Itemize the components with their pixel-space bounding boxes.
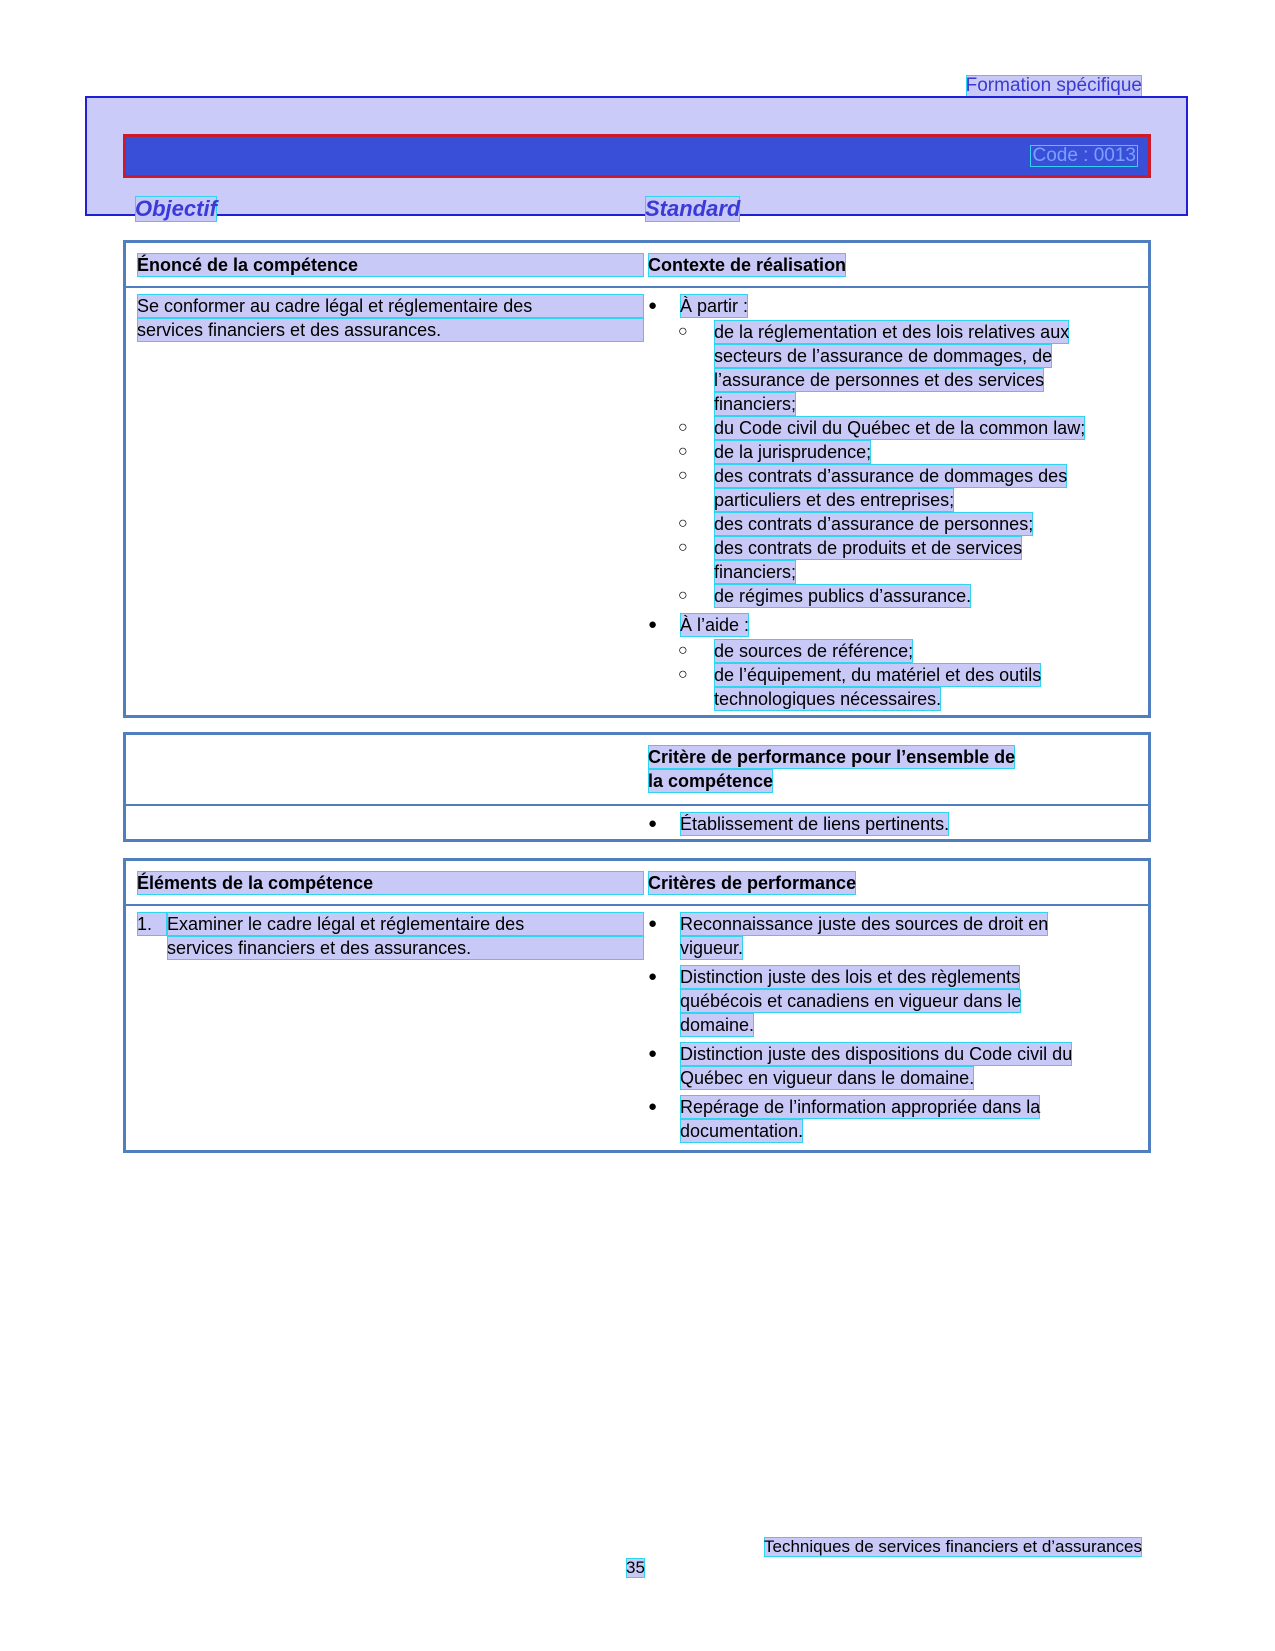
- a-partir-item: des contrats de produits et de services: [714, 538, 1023, 558]
- circle-bullet-icon: ○: [678, 642, 688, 659]
- bullet-icon: ●: [648, 1098, 658, 1115]
- element-text: Examiner le cadre légal et réglementaire des: [167, 912, 644, 936]
- critere-item: domaine.: [680, 1015, 755, 1035]
- contexte-header: Contexte de réalisation: [648, 255, 847, 275]
- critere-item: Distinction juste des dispositions du Code civil du: [680, 1044, 1073, 1064]
- a-partir-item: financiers;: [714, 562, 797, 582]
- critere-item: québécois et canadiens en vigueur dans le: [680, 991, 1022, 1011]
- critere-ensemble-header-line: la compétence: [648, 771, 774, 791]
- formation-label: Formation spécifique: [965, 75, 1142, 96]
- enonce-header: Énoncé de la compétence: [137, 253, 644, 277]
- a-partir-item: du Code civil du Québec et de la common law;: [714, 418, 1086, 438]
- critere-item: Repérage de l’information appropriée dans la: [680, 1097, 1041, 1117]
- enonce-text: services financiers et des assurances.: [137, 318, 644, 342]
- element-number: 1.: [137, 912, 167, 936]
- footer-program: Techniques de services financiers et d’assurances: [764, 1537, 1142, 1556]
- critere-item: Distinction juste des lois et des règlements: [680, 967, 1021, 987]
- enonce-text: Se conformer au cadre légal et réglementaire des: [137, 294, 644, 318]
- a-partir-item: secteurs de l’assurance de dommages, de: [714, 346, 1053, 366]
- critere-item: Québec en vigueur dans le domaine.: [680, 1068, 975, 1088]
- bullet-icon: ●: [648, 297, 658, 314]
- bullet-icon: ●: [648, 968, 658, 985]
- elements-table: [123, 858, 1151, 1153]
- critere-ensemble-header-line: Critère de performance pour l’ensemble de: [648, 747, 1016, 767]
- critere-ensemble-table: [123, 732, 1151, 842]
- a-partir-item: particuliers et des entreprises;: [714, 490, 955, 510]
- circle-bullet-icon: ○: [678, 515, 688, 532]
- objectif-title: Objectif: [135, 196, 217, 221]
- a-partir-item: de la réglementation et des lois relatives aux: [714, 322, 1070, 342]
- a-laide-item: de sources de référence;: [714, 641, 914, 661]
- circle-bullet-icon: ○: [678, 419, 688, 436]
- circle-bullet-icon: ○: [678, 467, 688, 484]
- code-bar: [123, 134, 1151, 178]
- bullet-icon: ●: [648, 616, 658, 633]
- standard-title: Standard: [645, 196, 741, 221]
- a-partir-item: de la jurisprudence;: [714, 442, 872, 462]
- circle-bullet-icon: ○: [678, 666, 688, 683]
- a-partir-item: des contrats d’assurance de personnes;: [714, 514, 1034, 534]
- critere-item: vigueur.: [680, 938, 744, 958]
- element-text: services financiers et des assurances.: [167, 936, 644, 960]
- a-partir-item: des contrats d’assurance de dommages des: [714, 466, 1068, 486]
- elements-header: Éléments de la compétence: [137, 871, 644, 895]
- page-number: 35: [626, 1558, 645, 1577]
- a-partir-item: de régimes publics d’assurance.: [714, 586, 972, 606]
- a-laide-item: de l’équipement, du matériel et des outils: [714, 665, 1042, 685]
- code-label: Code : 0013: [1032, 145, 1136, 166]
- critere-item: documentation.: [680, 1121, 804, 1141]
- circle-bullet-icon: ○: [678, 539, 688, 556]
- competence-table: [123, 240, 1151, 718]
- a-laide-item: technologiques nécessaires.: [714, 689, 942, 709]
- critere-item: Reconnaissance juste des sources de droit en: [680, 914, 1049, 934]
- a-partir-item: l’assurance de personnes et des services: [714, 370, 1045, 390]
- bullet-icon: ●: [648, 915, 658, 932]
- bullet-icon: ●: [648, 815, 658, 832]
- circle-bullet-icon: ○: [678, 323, 688, 340]
- critere-ensemble-item: Établissement de liens pertinents.: [680, 814, 950, 834]
- criteres-header: Critères de performance: [648, 873, 857, 893]
- a-partir-item: financiers;: [714, 394, 797, 414]
- circle-bullet-icon: ○: [678, 587, 688, 604]
- a-laide-label: À l’aide :: [680, 615, 750, 635]
- circle-bullet-icon: ○: [678, 443, 688, 460]
- bullet-icon: ●: [648, 1045, 658, 1062]
- a-partir-label: À partir :: [680, 296, 749, 316]
